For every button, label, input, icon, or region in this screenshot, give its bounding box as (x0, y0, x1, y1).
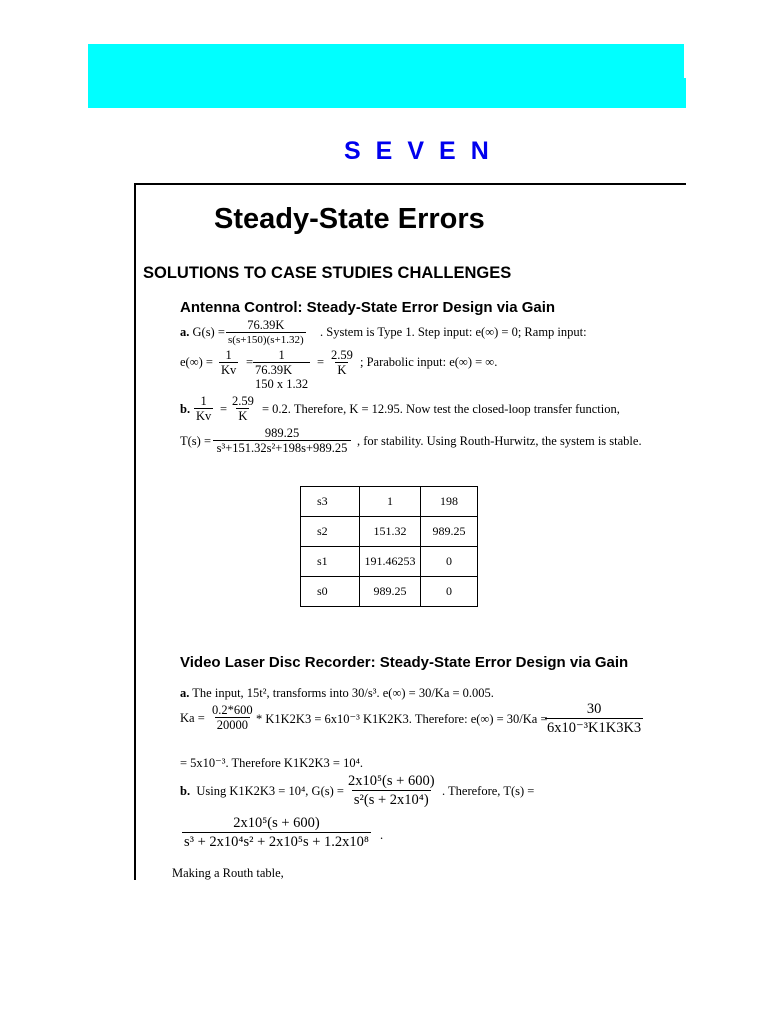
antenna-a-text: . System is Type 1. Step input: e(∞) = 0; Ramp input: (320, 325, 587, 339)
video-ka-fraction: $\frac{0.2*600}{20000}$ (212, 703, 253, 732)
table-row (301, 517, 478, 547)
video-g-fraction: $\frac{\text{2x10⁵(s + 600)}}{\text{s²(s + 2x10⁴)}}$ (348, 773, 435, 808)
table-row (301, 577, 478, 607)
video-t-fraction: $\frac{\text{2x10⁵(s + 600)}}{\text{s³ + 2x10⁴s² + 2x10⁵s + 1.2x10⁸}}$ (184, 815, 369, 850)
routh-cell: 151.32 (360, 517, 421, 547)
section-heading: SOLUTIONS TO CASE STUDIES CHALLENGES (143, 264, 512, 282)
video-ka-frac2: $\frac{30}{\text{6x10⁻³K1K3K3}}$ (547, 701, 642, 736)
video-b-text1: b. Using K1K2K3 = 10⁴, G(s) = (180, 784, 344, 798)
table-row (301, 487, 478, 517)
antenna-b-label: b. (180, 402, 191, 416)
routh-cell: s1 (301, 547, 360, 577)
routh-cell: 0 (421, 547, 478, 577)
antenna-b-eq: = (220, 402, 228, 416)
antenna-e-eq1: = (246, 355, 254, 369)
frame-left-rule (134, 183, 136, 880)
routh-cell: 0 (421, 577, 478, 607)
routh-cell: s2 (301, 517, 360, 547)
routh-cell: 1 (360, 487, 421, 517)
routh-cell: 989.25 (421, 517, 478, 547)
antenna-t-lhs: T(s) = (180, 434, 211, 448)
antenna-e-lhs: e(∞) = (180, 355, 213, 369)
antenna-b-text: = 0.2. Therefore, K = 12.95. Now test the closed-loop transfer function, (262, 402, 620, 416)
chapter-banner (88, 44, 684, 108)
antenna-e-frac3: $\frac{2.59}{K}$ (331, 348, 353, 377)
table-row (301, 547, 478, 577)
video-result-line: = 5x10⁻³. Therefore K1K2K3 = 10⁴. (180, 756, 364, 770)
antenna-e-frac2: 1 76.39K 150 x 1.32 (255, 348, 309, 391)
antenna-e-eq2: = (317, 355, 325, 369)
video-a-line: a. The input, 15t², transforms into 30/s³. e(∞) = 30/Ka = 0.005. (180, 686, 494, 700)
video-t-end: . (380, 828, 384, 842)
video-routh-line: Making a Routh table, (172, 866, 284, 880)
page-title: Steady-State Errors (214, 203, 485, 235)
antenna-g-fraction: $\frac{76.39K}{s(s+150)(s+1.32)}$ (228, 318, 304, 346)
antenna-b-frac1: $\frac{1}{Kv}$ (196, 394, 212, 423)
frame-top-rule (134, 183, 686, 185)
chapter-number: SEVEN (344, 137, 504, 165)
routh-cell: 989.25 (360, 577, 421, 607)
antenna-heading: Antenna Control: Steady-State Error Design via Gain (180, 299, 556, 316)
routh-cell: s0 (301, 577, 360, 607)
antenna-t-fraction: $\frac{989.25}{\text{s³+151.32s²+198s+989.25}}$ (214, 426, 350, 455)
video-b-text2: . Therefore, T(s) = (442, 784, 535, 798)
video-ka-lhs: Ka = (180, 711, 205, 725)
antenna-e-frac1: $\frac{1}{Kv}$ (221, 348, 237, 377)
routh-table (300, 486, 478, 607)
antenna-t-text: , for stability. Using Routh-Hurwitz, the system is stable. (357, 434, 642, 448)
routh-cell: 191.46253 (360, 547, 421, 577)
video-ka-text: * K1K2K3 = 6x10⁻³ K1K2K3. Therefore: e(∞) = 30/Ka = (256, 712, 548, 726)
antenna-a-label: a. G(s) = (180, 325, 225, 339)
routh-cell: s3 (301, 487, 360, 517)
video-heading: Video Laser Disc Recorder: Steady-State Error Design via Gain (180, 654, 629, 671)
antenna-b-frac2: $\frac{2.59}{K}$ (232, 394, 254, 423)
antenna-e-tail: ; Parabolic input: e(∞) = ∞. (360, 355, 498, 369)
routh-cell: 198 (421, 487, 478, 517)
